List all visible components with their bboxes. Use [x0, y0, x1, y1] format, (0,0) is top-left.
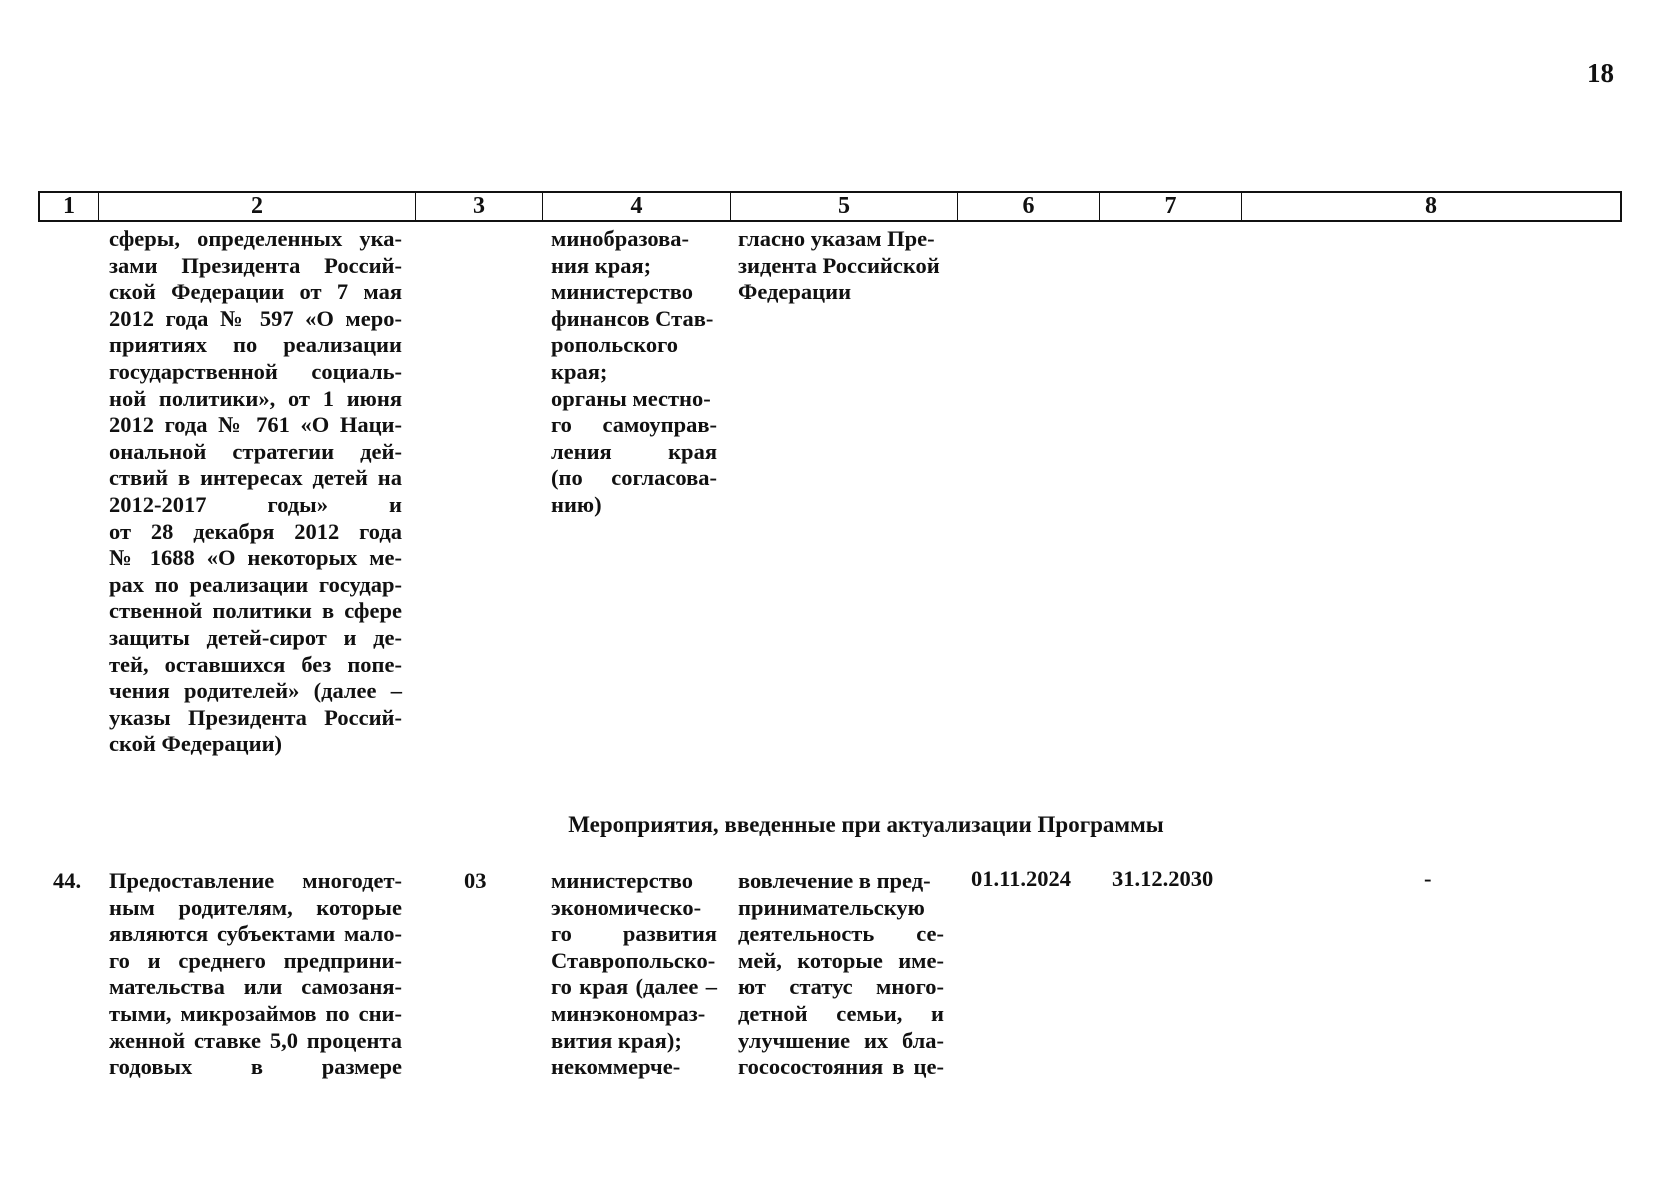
text-line: № 1688 «О некоторых ме-: [109, 545, 402, 571]
header-cell-5: 5: [731, 193, 958, 220]
text-line: ской Федерации): [109, 731, 283, 757]
text-line: сферы, определенных ука-: [109, 226, 402, 251]
text-line: ют статус много-: [738, 974, 944, 1000]
text-line: защиты детей-сирот и де-: [109, 624, 402, 650]
text-line: го развития: [551, 921, 717, 947]
text-line: женной ставке 5,0 процента: [109, 1027, 402, 1053]
row-44-end-date: 31.12.2030: [1112, 866, 1214, 891]
table-header-row: [38, 191, 1622, 222]
text-line: деятельность се-: [738, 921, 944, 947]
text-line: гососостояния в це-: [738, 1054, 944, 1080]
text-line: рах по реализации государ-: [109, 571, 402, 597]
text-line: края;: [551, 358, 608, 384]
row-44-description: [109, 868, 402, 1081]
text-line: чения родителей» (далее –: [109, 678, 402, 704]
text-line: финансов Став-: [551, 305, 714, 331]
text-line: ственной политики в сфере: [109, 598, 402, 624]
header-cell-6: 6: [958, 193, 1100, 220]
text-line: вовлечение в пред-: [738, 868, 931, 893]
text-line: экономическо-: [551, 894, 702, 920]
text-line: го и среднего предприни-: [109, 947, 402, 973]
row-44-code: 03: [464, 868, 487, 893]
text-line: Федерации: [738, 279, 852, 305]
text-line: Предоставление многодет-: [109, 868, 402, 893]
text-line: тыми, микрозаймов по сни-: [109, 1000, 402, 1026]
text-line: зидента Российской: [738, 252, 940, 278]
row-44-result: [738, 868, 944, 1081]
text-line: министерство: [551, 868, 694, 893]
header-cell-8: 8: [1425, 193, 1437, 219]
text-line: ным родителям, которые: [109, 894, 402, 920]
section-title: Мероприятия, введенные при актуализации Программы: [568, 812, 1164, 837]
row-44-col8: -: [1424, 866, 1432, 891]
row-44-start-date: 01.11.2024: [971, 866, 1072, 891]
text-line: детной семьи, и: [738, 1000, 944, 1026]
row-44-executors: [551, 868, 717, 1081]
text-line: годовых в размере: [109, 1054, 402, 1080]
text-line: ствий в интересах детей на: [109, 465, 402, 491]
text-line: ления края: [551, 438, 717, 464]
text-line: 2012 года № 597 «О меро-: [109, 305, 402, 331]
text-line: являются субъектами мало-: [109, 921, 402, 947]
header-cell-7: 7: [1100, 193, 1242, 220]
header-cell-4: 4: [543, 193, 731, 220]
text-line: зами Президента Россий-: [109, 252, 402, 278]
text-line: 2012 года № 761 «О Наци-: [109, 412, 402, 438]
text-line: тей, оставшихся без попе-: [109, 651, 402, 677]
text-line: приятиях по реализации: [109, 332, 402, 358]
text-line: органы местно-: [551, 385, 711, 411]
text-line: от 28 декабря 2012 года: [109, 518, 402, 544]
text-line: указы Президента Россий-: [109, 704, 402, 730]
text-line: гласно указам Пре-: [738, 226, 935, 251]
text-line: улучшение их бла-: [738, 1027, 944, 1053]
text-line: нию): [551, 491, 602, 517]
text-line: министерство: [551, 279, 694, 305]
text-line: государственной социаль-: [109, 358, 402, 384]
header-cell-1: 1: [40, 193, 99, 220]
text-line: Ставропольско-: [551, 947, 716, 973]
text-line: (по согласова-: [551, 465, 717, 491]
text-line: мей, которые име-: [738, 947, 944, 973]
text-line: минобразова-: [551, 226, 690, 251]
text-line: ния края;: [551, 252, 652, 278]
row-number: 44.: [53, 868, 82, 893]
text-line: го самоуправ-: [551, 412, 717, 438]
text-line: минэкономраз-: [551, 1000, 706, 1026]
header-cell-2: 2: [99, 193, 416, 220]
continued-row-description: [109, 226, 402, 758]
text-line: ной политики», от 1 июня: [109, 385, 402, 411]
text-line: ональной стратегии дей-: [109, 438, 402, 464]
text-line: некоммерче-: [551, 1054, 681, 1080]
text-line: ской Федерации от 7 мая: [109, 279, 402, 305]
text-line: 2012-2017 годы» и: [109, 491, 402, 517]
page-number: 18: [1587, 58, 1614, 88]
text-line: принимательскую: [738, 894, 925, 920]
continued-row-executors: [551, 226, 717, 519]
text-line: мательства или самозаня-: [109, 974, 402, 1000]
text-line: вития края);: [551, 1027, 682, 1053]
header-cell-3: 3: [416, 193, 543, 220]
text-line: ропольского: [551, 332, 679, 358]
continued-row-result: [738, 226, 944, 306]
text-line: го края (далее –: [551, 974, 717, 1000]
